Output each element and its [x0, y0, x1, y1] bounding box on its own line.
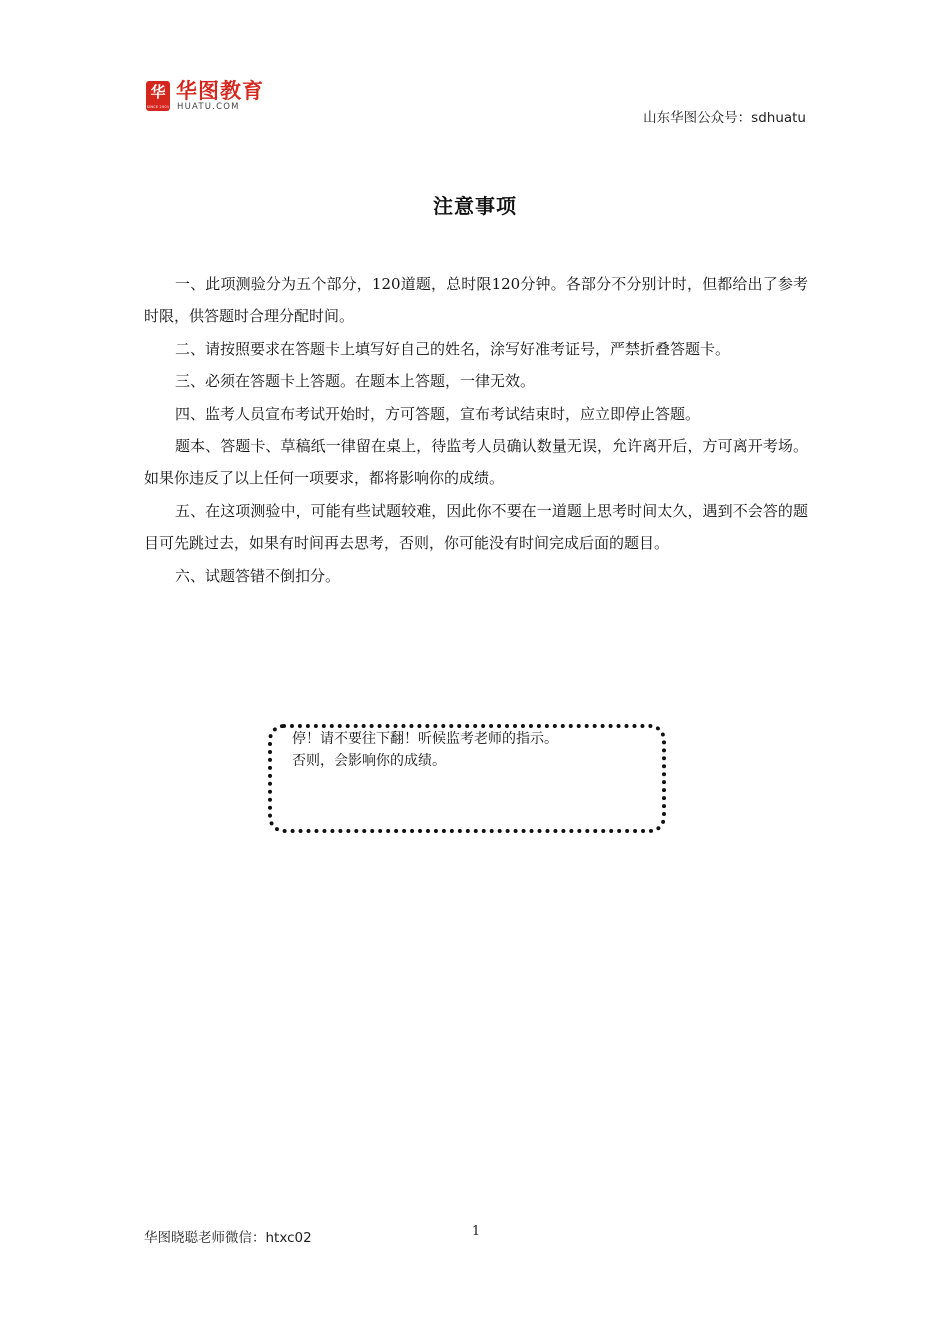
page-title: 注意事项	[433, 194, 517, 218]
logo-glyph: 华	[150, 83, 166, 101]
logo-since-text: SINCE 2001	[146, 105, 170, 109]
instruction-paragraph: 六、试题答错不倒扣分。	[175, 566, 341, 585]
instruction-paragraph: 四、监考人员宣布考试开始时，方可答题，宣布考试结束时，应立即停止答题。	[175, 404, 701, 423]
logo-domain: HUATU.COM	[177, 102, 240, 112]
instruction-paragraph: 题本、答题卡、草稿纸一律留在桌上，待监考人员确认数量无误，允许离开后，方可离开考场。如果你违反了以上任何一项要求，都将影响你的成绩。	[144, 437, 808, 488]
huatu-logo	[146, 80, 264, 112]
instruction-paragraph: 五、在这项测验中，可能有些试题较难，因此你不要在一道题上思考时间太久，遇到不会答的题目可先跳过去，如果有时间再去思考，否则，你可能没有时间完成后面的题目。	[144, 501, 808, 553]
instructions-body	[144, 268, 808, 592]
page-number: 1	[471, 1224, 481, 1239]
instruction-paragraph: 三、必须在答题卡上答题。在题本上答题，一律无效。	[175, 372, 536, 391]
notice-line-1: 停！请不要往下翻！听候监考老师的指示。	[292, 731, 558, 747]
logo-name: 华图教育	[176, 79, 264, 103]
instruction-paragraph: 二、请按照要求在答题卡上填写好自己的姓名，涂写好准考证号，严禁折叠答题卡。	[175, 339, 731, 358]
instruction-paragraph: 一、此项测验分为五个部分，120道题，总时限120分钟。各部分不分别计时，但都给出了参考时限，供答题时合理分配时间。	[144, 275, 808, 326]
footer-wechat: 华图晓聪老师微信：htxc02	[144, 1230, 312, 1246]
huatu-logo-mark	[146, 81, 170, 111]
notice-line-2: 否则，会影响你的成绩。	[292, 753, 446, 769]
header-public-account: 山东华图公众号：sdhuatu	[643, 110, 806, 126]
stop-notice-box	[268, 724, 666, 833]
